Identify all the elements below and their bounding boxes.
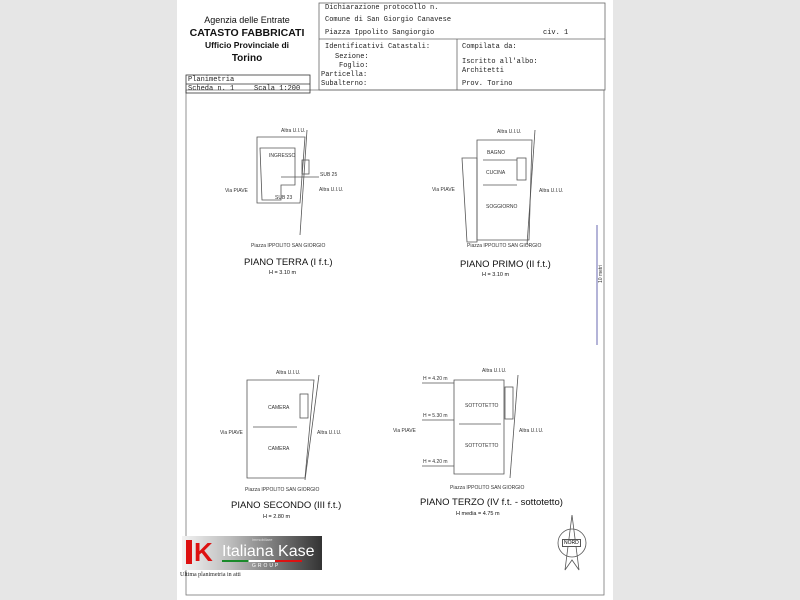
room-label: SOGGIORNO [486, 204, 518, 210]
protocol: Dichiarazione protocollo n. [325, 4, 439, 12]
logo-group: GROUP [252, 563, 281, 569]
doc-type: Planimetria [188, 76, 235, 84]
west-label: Via PIAVE [220, 430, 243, 436]
plan-height: H = 2.80 m [263, 514, 291, 520]
east-label: Altra U.I.U. [319, 187, 344, 193]
plan-title: PIANO TERZO (IV f.t. - sottotetto) [420, 497, 563, 508]
north-label: Altra U.I.U. [276, 370, 301, 376]
footer-note: Ultima planimetria in atti [180, 572, 241, 578]
logo-flag-stripe [222, 560, 302, 562]
room-label: INGRESSO [269, 153, 296, 159]
foglio: Foglio: [339, 62, 369, 70]
room-label: SUB 23 [275, 195, 293, 201]
level-label: H = 5.30 m [423, 413, 448, 419]
plan-title: PIANO SECONDO (III f.t.) [231, 500, 342, 511]
office-name: Ufficio Provinciale di [204, 40, 290, 50]
province: Prov. Torino [462, 80, 513, 88]
plan-title: PIANO TERRA (I f.t.) [244, 257, 333, 268]
east-label: Altra U.I.U. [539, 188, 564, 194]
room-label: SOTTOTETTO [465, 443, 499, 449]
cadastral-sheet [177, 0, 613, 600]
scala: Scala 1:200 [254, 85, 301, 93]
room-label: SOTTOTETTO [465, 403, 499, 409]
level-label: H = 4.20 m [423, 376, 448, 382]
logo-k-mark: K [194, 537, 213, 567]
south-label: Piazza IPPOLITO SAN GIORGIO [251, 243, 326, 249]
room-label: SUB 25 [320, 172, 338, 178]
plan-title: PIANO PRIMO (II f.t.) [460, 259, 551, 270]
albo: Architetti [462, 67, 505, 75]
scale-bar-label: 10 metri [598, 264, 604, 283]
west-label: Via PIAVE [393, 428, 416, 434]
iscritto: Iscritto all'albo: [462, 58, 538, 66]
room-label: CAMERA [268, 446, 290, 452]
east-label: Altra U.I.U. [519, 428, 544, 434]
north-arrow-label: NORD [564, 540, 579, 546]
room-label: CAMERA [268, 405, 290, 411]
south-label: Piazza IPPOLITO SAN GIORGIO [245, 487, 320, 493]
north-label: Altra U.I.U. [497, 129, 522, 135]
level-label: H = 4.20 m [423, 459, 448, 465]
west-label: Via PIAVE [225, 188, 248, 194]
italiana-kase-logo [182, 536, 322, 570]
plan-height: H = 3.10 m [269, 270, 297, 276]
ident-title: Identificativi Catastali: [325, 43, 431, 51]
west-label: Via PIAVE [432, 187, 455, 193]
civ: civ. 1 [543, 29, 569, 37]
east-label: Altra U.I.U. [317, 430, 342, 436]
north-label: Altra U.I.U. [482, 368, 507, 374]
plan-height: H media = 4.75 m [456, 511, 500, 517]
logo-i-mark [186, 540, 192, 564]
address: Piazza Ippolito Sangiorgio [325, 29, 435, 37]
compilata: Compilata da: [462, 43, 517, 51]
south-label: Piazza IPPOLITO SAN GIORGIO [450, 485, 525, 491]
room-label: CUCINA [486, 170, 506, 176]
south-label: Piazza IPPOLITO SAN GIORGIO [467, 243, 542, 249]
office-city: Torino [231, 53, 263, 64]
logo-tag: immobiliare [252, 537, 273, 542]
catasto-title: CATASTO FABBRICATI [189, 27, 305, 39]
north-label: Altra U.I.U. [281, 128, 306, 134]
subalterno: Subalterno: [321, 80, 368, 88]
sezione: Sezione: [335, 53, 369, 61]
room-label: BAGNO [487, 150, 506, 156]
comune: Comune di San Giorgio Canavese [325, 16, 452, 24]
particella: Particella: [321, 71, 368, 79]
plan-height: H = 3.10 m [482, 272, 510, 278]
scheda: Scheda n. 1 [188, 85, 235, 93]
agency-name: Agenzia delle Entrate [204, 15, 290, 25]
logo-brand: Italiana Kase [222, 543, 315, 560]
